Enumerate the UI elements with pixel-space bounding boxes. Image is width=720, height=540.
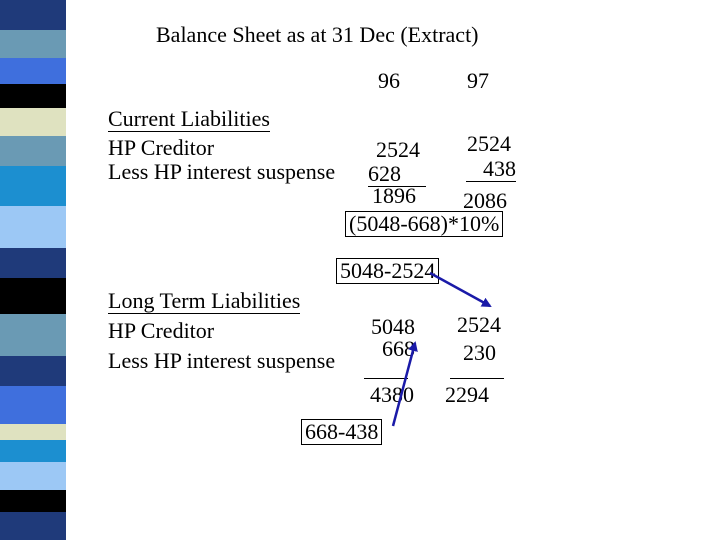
- current-interest-97: 438: [466, 158, 516, 182]
- current-total-96: 1896: [372, 183, 416, 208]
- year-header-97: 97: [467, 68, 489, 93]
- current-creditor-97: 2524: [467, 131, 511, 156]
- current-liabilities-heading: Current Liabilities: [108, 106, 270, 131]
- current-total-97: 2086: [463, 188, 507, 213]
- creditor-working-box: 5048-2524: [336, 258, 439, 284]
- year-header-96: 96: [378, 68, 400, 93]
- long-term-creditor-97: 2524: [457, 312, 501, 337]
- long-term-total-97: 2294: [445, 382, 489, 407]
- arrow-working-to-creditor: [430, 273, 490, 306]
- long-term-interest-96: 668: [382, 336, 415, 361]
- long-term-creditor-96: 5048: [371, 314, 415, 339]
- current-hp-creditor-label: HP Creditor: [108, 135, 215, 160]
- slide-title: Balance Sheet as at 31 Dec (Extract): [156, 22, 479, 47]
- long-term-interest-97: 230: [463, 340, 496, 365]
- current-interest-suspense-label: Less HP interest suspense: [108, 159, 336, 184]
- long-term-interest-suspense-label: Less HP interest suspense: [108, 348, 336, 373]
- interest-working-box: 668-438: [301, 419, 382, 445]
- current-creditor-96: 2524: [376, 137, 420, 162]
- long-term-liabilities-heading: Long Term Liabilities: [108, 288, 301, 313]
- current-interest-96: 628: [368, 163, 426, 187]
- arrow-working-to-interest: [393, 343, 415, 426]
- interest-formula-box: (5048-668)*10%: [345, 211, 503, 237]
- long-term-total-96: 4380: [370, 382, 414, 407]
- long-term-hp-creditor-label: HP Creditor: [108, 318, 215, 343]
